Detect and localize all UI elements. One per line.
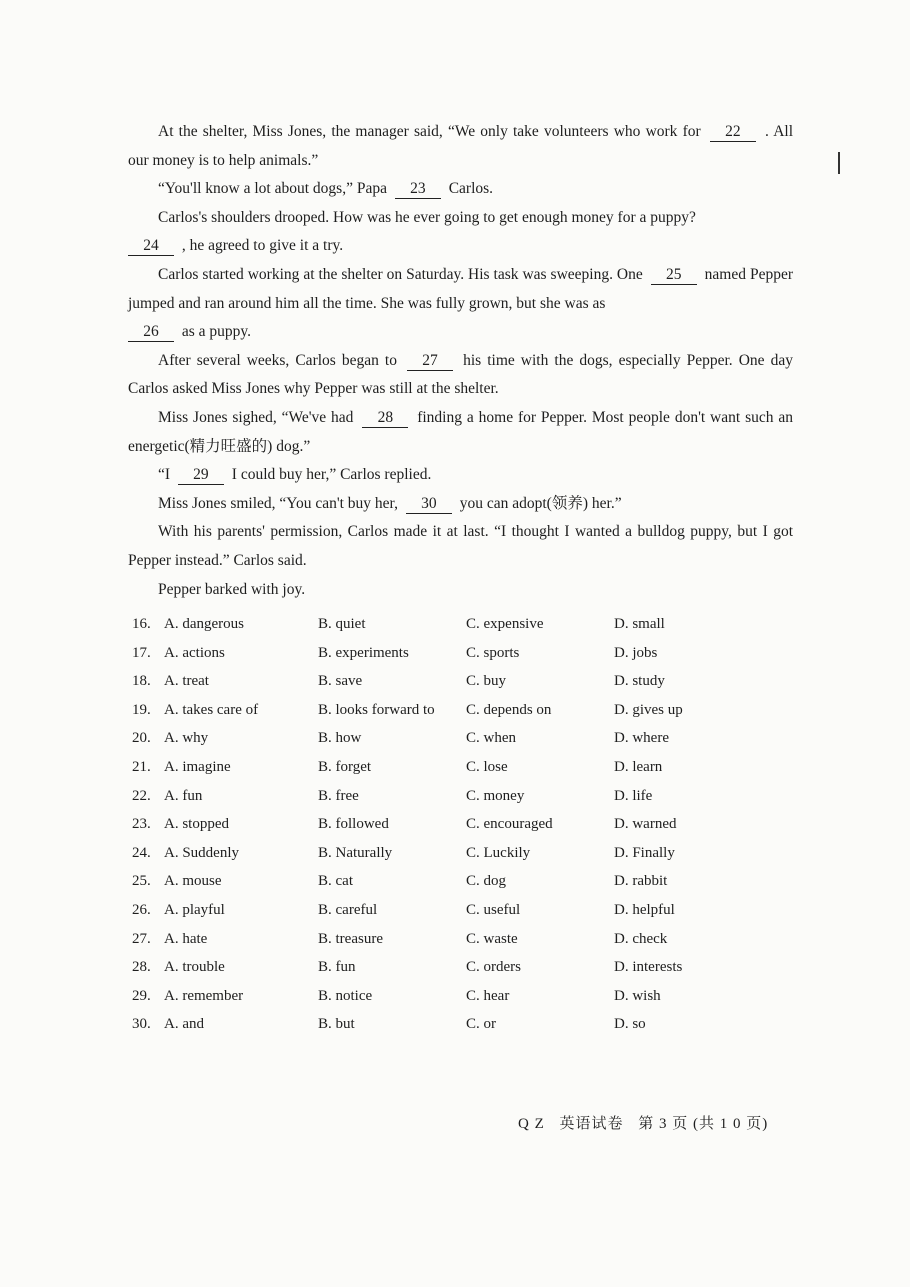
option-b: B. Naturally <box>318 844 393 861</box>
passage-paragraph <box>128 118 793 175</box>
passage-text: With his parents' permission, Carlos made it at last. “I thought I wanted a bulldog puppy, but I got Pepper instead.” Carlos said. <box>128 523 793 569</box>
option-a: A. takes care of <box>164 701 259 718</box>
option-a: A. trouble <box>164 959 225 976</box>
option-a: A. and <box>164 1016 204 1033</box>
option-a: A. hate <box>164 930 208 947</box>
option-c: C. money <box>466 787 525 804</box>
cloze-passage <box>128 118 793 604</box>
blank-30: 30 <box>406 495 452 514</box>
blank-26: 26 <box>128 323 174 342</box>
option-row <box>132 696 772 725</box>
passage-text: Miss Jones sighed, “We've had <box>158 408 359 426</box>
option-row <box>132 667 772 696</box>
option-c: C. dog <box>466 873 507 890</box>
passage-paragraph <box>128 576 793 605</box>
option-d: D. check <box>614 930 668 947</box>
passage-text: Carlos started working at the shelter on Saturday. His task was sweeping. One <box>158 265 647 283</box>
blank-25: 25 <box>651 266 697 285</box>
question-number: 21. <box>132 758 151 775</box>
option-row <box>132 724 772 753</box>
question-number: 20. <box>132 730 151 747</box>
passage-paragraph <box>128 461 793 490</box>
option-c: C. waste <box>466 930 518 947</box>
option-d: D. helpful <box>614 901 675 918</box>
option-a: A. mouse <box>164 873 222 890</box>
option-a: A. stopped <box>164 816 229 833</box>
option-row <box>132 896 772 925</box>
passage-text: as a puppy. <box>178 323 252 341</box>
option-row <box>132 839 772 868</box>
option-b: B. save <box>318 673 363 690</box>
option-c: C. Luckily <box>466 844 531 861</box>
passage-text: you can adopt(领养) her.” <box>455 494 622 512</box>
option-a: A. dangerous <box>164 616 244 632</box>
passage-text: named Pepper jumped and ran around him all the time. She was fully grown, but she was as <box>128 265 794 312</box>
passage-paragraph <box>128 232 793 261</box>
passage-paragraph <box>128 175 793 204</box>
option-b: B. but <box>318 1016 355 1033</box>
option-row <box>132 982 772 1011</box>
option-a: A. imagine <box>164 758 231 775</box>
question-number: 26. <box>132 901 151 918</box>
blank-23: 23 <box>395 180 441 199</box>
option-c: C. lose <box>466 758 508 775</box>
question-number: 28. <box>132 959 151 976</box>
option-c: C. sports <box>466 644 520 661</box>
footer-subject: 英语试卷 <box>559 1116 624 1132</box>
passage-text: “You'll know a lot about dogs,” Papa <box>158 180 391 198</box>
passage-text: Pepper barked with joy. <box>158 580 306 598</box>
passage-text: I could buy her,” Carlos replied. <box>227 466 432 484</box>
option-b: B. forget <box>318 758 372 775</box>
question-number: 29. <box>132 987 151 1004</box>
option-b: B. how <box>318 730 362 747</box>
option-row <box>132 1010 772 1039</box>
option-d: D. jobs <box>614 644 658 661</box>
option-d: D. rabbit <box>614 873 668 890</box>
question-number: 30. <box>132 1016 151 1033</box>
blank-22: 22 <box>710 123 756 142</box>
option-c: C. when <box>466 730 516 747</box>
passage-text: . All our money is to help animals.” <box>128 123 794 169</box>
option-b: B. cat <box>318 873 353 890</box>
passage-paragraph <box>128 404 793 461</box>
option-row <box>132 810 772 839</box>
blank-27: 27 <box>407 352 453 371</box>
option-d: D. warned <box>614 816 677 833</box>
question-number: 25. <box>132 873 151 890</box>
passage-paragraph <box>128 204 793 233</box>
option-a: A. playful <box>164 901 225 918</box>
option-b: B. treasure <box>318 930 383 947</box>
option-b: B. fun <box>318 959 356 976</box>
option-c: C. useful <box>466 901 521 918</box>
blank-28: 28 <box>362 409 408 428</box>
question-number: 22. <box>132 787 151 804</box>
option-row <box>132 867 772 896</box>
option-a: A. fun <box>164 787 203 804</box>
option-b: B. looks forward to <box>318 701 435 718</box>
passage-text: At the shelter, Miss Jones, the manager said, “We only take volunteers who work for <box>158 123 706 140</box>
answer-options <box>132 610 772 1039</box>
option-a: A. Suddenly <box>164 844 239 861</box>
option-d: D. gives up <box>614 701 683 718</box>
passage-text: “I <box>158 466 174 484</box>
passage-text: his time with the dogs, especially Pepper. One day Carlos asked Miss Jones why Pepper was still at the shelter. <box>128 351 793 398</box>
option-c: C. or <box>466 1016 496 1033</box>
question-number: 16. <box>132 616 151 632</box>
option-d: D. so <box>614 1016 646 1033</box>
option-b: B. experiments <box>318 644 409 661</box>
passage-text: Carlos. <box>444 180 494 198</box>
option-d: D. wish <box>614 987 661 1004</box>
option-d: D. where <box>614 730 669 747</box>
passage-text: , he agreed to give it a try. <box>178 237 344 255</box>
question-number: 24. <box>132 844 151 861</box>
option-b: B. free <box>318 787 359 804</box>
option-row <box>132 753 772 782</box>
option-c: C. hear <box>466 987 510 1004</box>
option-d: D. learn <box>614 758 663 775</box>
blank-29: 29 <box>178 466 224 485</box>
passage-paragraph <box>128 318 793 347</box>
passage-text: Carlos's shoulders drooped. How was he ever going to get enough money for a puppy? <box>158 208 696 226</box>
margin-mark <box>838 152 840 174</box>
option-a: A. actions <box>164 644 225 661</box>
option-row <box>132 639 772 668</box>
page-footer <box>518 1112 778 1133</box>
question-number: 19. <box>132 701 151 718</box>
passage-paragraph <box>128 490 793 519</box>
option-b: B. followed <box>318 816 389 833</box>
option-b: B. quiet <box>318 616 366 632</box>
option-row <box>132 953 772 982</box>
option-c: C. depends on <box>466 701 552 718</box>
passage-text: finding a home for Pepper. Most people don't want such an energetic(精力旺盛的) dog.” <box>128 408 794 455</box>
option-row <box>132 782 772 811</box>
option-b: B. notice <box>318 987 373 1004</box>
option-d: D. study <box>614 673 665 690</box>
option-b: B. careful <box>318 901 378 918</box>
option-c: C. encouraged <box>466 816 553 833</box>
question-number: 18. <box>132 673 151 690</box>
option-d: D. small <box>614 616 665 632</box>
passage-text: Miss Jones smiled, “You can't buy her, <box>158 494 402 512</box>
option-d: D. interests <box>614 959 683 976</box>
option-c: C. expensive <box>466 616 544 632</box>
blank-24: 24 <box>128 237 174 256</box>
footer-page: 第 3 页 (共 1 0 页) <box>638 1116 769 1132</box>
option-c: C. orders <box>466 959 521 976</box>
option-row <box>132 925 772 954</box>
option-row <box>132 610 772 639</box>
passage-paragraph <box>128 518 793 575</box>
passage-paragraph <box>128 261 793 318</box>
option-a: A. why <box>164 730 209 747</box>
footer-code: Q Z <box>518 1116 545 1132</box>
question-number: 27. <box>132 930 151 947</box>
passage-paragraph <box>128 347 793 404</box>
question-number: 17. <box>132 644 151 661</box>
option-d: D. life <box>614 787 653 804</box>
option-a: A. remember <box>164 987 244 1004</box>
question-number: 23. <box>132 816 151 833</box>
option-a: A. treat <box>164 673 209 690</box>
option-c: C. buy <box>466 673 507 690</box>
option-d: D. Finally <box>614 844 675 861</box>
passage-text: After several weeks, Carlos began to <box>158 351 404 369</box>
